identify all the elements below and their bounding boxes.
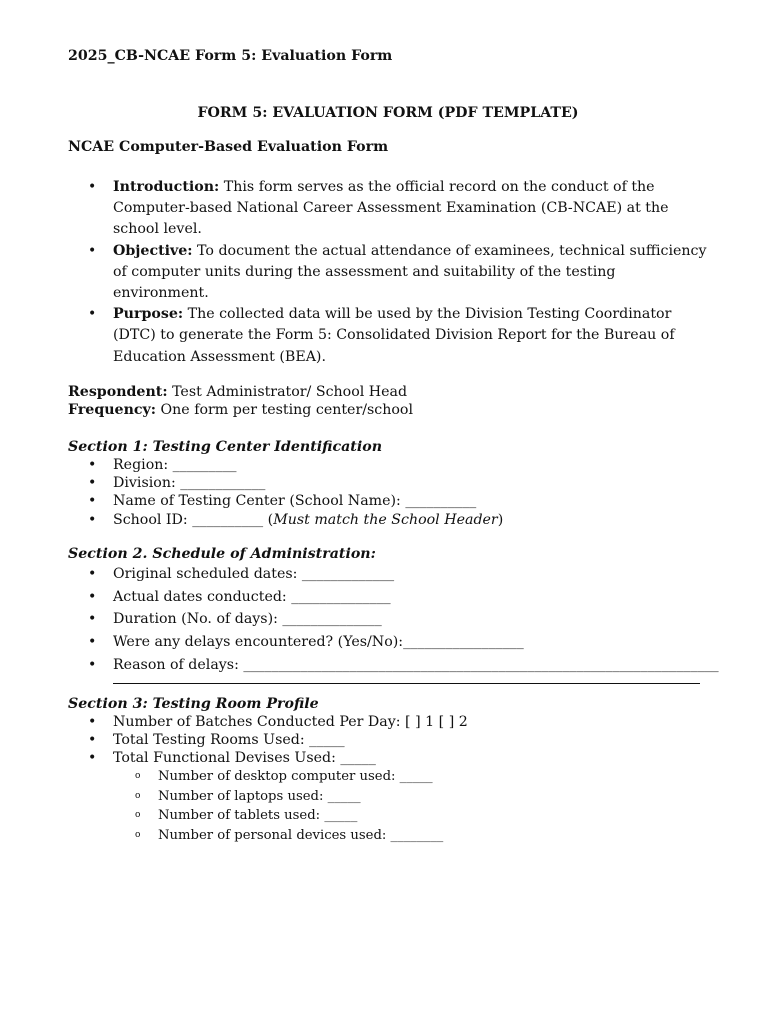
respondent-label: Respondent:	[68, 383, 168, 400]
tablet-count-field: o Number of tablets used: _____	[68, 806, 708, 825]
objective-label: Objective:	[113, 242, 193, 259]
school-id-label: School ID: __________ (	[113, 511, 274, 528]
functional-devices-label: Total Functional Devises Used: _____	[113, 750, 376, 767]
original-dates-field: • Original scheduled dates: _____________	[68, 563, 708, 586]
functional-devices-field	[68, 749, 708, 845]
respondent-line	[68, 383, 708, 402]
intro-label: Introduction:	[113, 179, 220, 195]
reason-of-delays-field: • Reason of delays: ___________________________________________________________________	[68, 654, 708, 677]
school-id-note: Must match the School Header	[273, 511, 498, 528]
batches-field: • Number of Batches Conducted Per Day: [ ] 1 [ ] 2	[68, 713, 708, 731]
respondent-value: Test Administrator/ School Head	[167, 383, 408, 400]
testing-center-field: • Name of Testing Center (School Name): __________	[68, 492, 708, 510]
testing-rooms-field: • Total Testing Rooms Used: _____	[68, 731, 708, 749]
delays-field: • Were any delays encountered? (Yes/No):_________________	[68, 631, 708, 654]
section1-title: Section 1: Testing Center Identification	[68, 438, 383, 455]
actual-dates-field: • Actual dates conducted: ______________	[68, 586, 708, 609]
intro-item-introduction	[68, 177, 708, 241]
laptop-count-field: o Number of laptops used: _____	[68, 787, 708, 806]
intro-item-purpose	[68, 304, 708, 368]
school-id-close: )	[497, 511, 504, 528]
devices-sublist	[68, 767, 708, 845]
form-subtitle: NCAE Computer-Based Evaluation Form	[68, 139, 389, 155]
school-id-field	[68, 511, 708, 529]
duration-field: • Duration (No. of days): ______________	[68, 608, 708, 631]
frequency-label: Frequency:	[68, 402, 157, 419]
intro-text: This form serves as the official record on the conduct of the Computer-based National Career Assessment Examination (CB-NCAE) at the school level.	[113, 179, 669, 238]
section2-list	[68, 563, 719, 677]
section3-list	[68, 713, 708, 846]
intro-item-objective	[68, 241, 708, 305]
form-title: FORM 5: EVALUATION FORM (PDF TEMPLATE)	[197, 105, 579, 121]
region-field: • Region: _________	[68, 456, 708, 474]
desktop-count-field: o Number of desktop computer used: _____	[68, 767, 708, 786]
section1-list	[68, 456, 708, 529]
respondent-block	[68, 383, 708, 420]
document-header: 2025_CB-NCAE Form 5: Evaluation Form	[68, 48, 393, 64]
frequency-value: One form per testing center/school	[156, 402, 413, 419]
personal-device-count-field: o Number of personal devices used: ________	[68, 826, 708, 845]
intro-list	[68, 177, 708, 368]
objective-text: To document the actual attendance of examinees, technical sufficiency of computer units during the assessment and suitability of the testing environment.	[113, 242, 707, 302]
purpose-text: The collected data will be used by the Division Testing Coordinator (DTC) to generate the Form 5: Consolidated Division Report for the Bureau of Education Assessment (BEA).	[113, 306, 675, 365]
frequency-line	[68, 401, 708, 420]
section2-title: Section 2. Schedule of Administration:	[68, 546, 376, 563]
reason-continuation-line	[113, 677, 700, 684]
section3-title: Section 3: Testing Room Profile	[68, 695, 319, 712]
division-field: • Division: ____________	[68, 474, 708, 492]
purpose-label: Purpose:	[113, 306, 184, 323]
